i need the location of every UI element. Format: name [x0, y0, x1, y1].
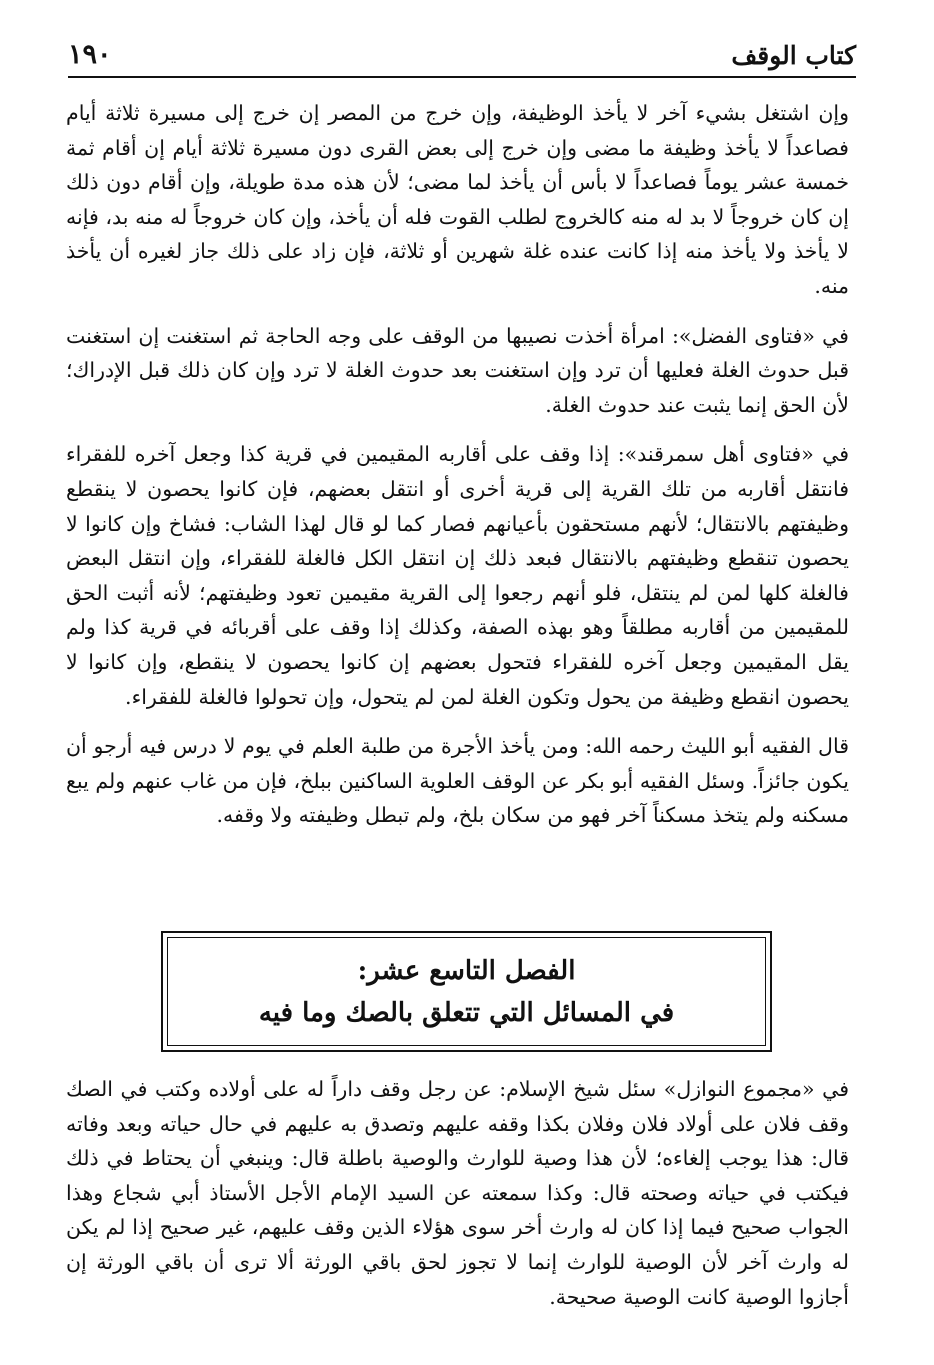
paragraph-5: في «مجموع النوازل» سئل شيخ الإسلام: عن رجل وقف داراً له على أولاده وكتب في الصك وقف فلان على أولاد فلان وفلان بكذا وقفه عليهم وتصدق به عليهم في حال حياته وبعد وفاته قال: هذا يوجب إلغاءه؛ لأن هذا وصية للوارث والوصية باطلة قال: وينبغي أن يحتاط في ذلك فيكتب في حياته وصحته قال: وكذا سمعته عن السيد الإمام الأجل الأستاذ أبي شجاع وهذا الجواب صحيح فيما إذا كان له وارث أخر سوى هؤلاء الذين وقف عليهم، غير صحيح إذا لم يكن له وارث آخر لأن الوصية للوارث إنما لا تجوز لحق باقي الورثة ألا ترى أن باقي الورثة إن أجازوا الوصية كانت الوصية صحيحة.: [66, 1077, 849, 1309]
running-title: كتاب الوقف: [731, 41, 856, 70]
section-text: [66, 1072, 849, 1329]
section-heading-frame: [161, 931, 772, 1052]
section-heading-inner-frame: [167, 937, 766, 1046]
paragraph-4: قال الفقيه أبو الليث رحمه الله: ومن يأخذ الأجرة من طلبة العلم في يوم لا درس فيه أرجو أن يكون جائزاً. وسئل الفقيه أبو بكر عن الوقف العلوية الساكنين ببلخ، فإن من غاب عنهم ولم يبع مسكنه ولم يتخذ مسكناً آخر فهو من سكان بلخ، ولم تبطل وظيفته ولا وقفه.: [66, 734, 849, 828]
main-text: [66, 96, 849, 848]
section-heading-title: في المسائل التي تتعلق بالصك وما فيه: [258, 997, 675, 1028]
paragraph-1: وإن اشتغل بشيء آخر لا يأخذ الوظيفة، وإن خرج من المصر إن خرج إلى مسيرة ثلاثة أيام فصاعداً لا يأخذ وظيفة ما مضى وإن خرج إلى بعض القرى دون مسيرة ثلاثة أيام إن أقام ثمة خمسة عشر يوماً فصاعداً لا بأس أن يأخذ لما مضى؛ لأن هذه مدة طويلة، وإن أقام دون ذلك إن كان خروجاً لا بد له منه كالخروج لطلب القوت فله أن يأخذ، وإن كان خروجاً له منه بد، فإنه لا يأخذ ولا يأخذ منه إذا كانت عنده غلة شهرين أو ثلاثة، فإن زاد على ذلك جاز لغيره أن يأخذ منه.: [66, 101, 849, 298]
paragraph-2: في «فتاوى الفضل»: امرأة أخذت نصيبها من الوقف على وجه الحاجة ثم استغنت إن استغنت قبل حدوث الغلة فعليها أن ترد وإن استغنت بعد حدوث الغلة لا ترد وإن كان ذلك قبل الإدراك؛ لأن الحق إنما يثبت عند حدوث الغلة.: [66, 323, 849, 417]
section-heading-number: الفصل التاسع عشر:: [357, 955, 576, 986]
paragraph-3: في «فتاوى أهل سمرقند»: إذا وقف على أقاربه المقيمين في قرية كذا وجعل آخره للفقراء فانتقل أقاربه من تلك القرية إلى قرية أخرى أو انتقل بعضهم، فإن كانوا يحصون لا ينقطع وظيفتهم بالانتقال؛ لأنهم مستحقون بأعيانهم فصار كما لو قال لهذا الشاب: فشاخ وإن كانوا لا يحصون تنقطع وظيفتهم بالانتقال فبعد ذلك إن انتقل الكل فالغلة للفقراء، وإن انتقل البعض فالغلة كلها لمن لم ينتقل، فلو أنهم رجعوا إلى القرية مقيمين تعود وظيفتهم؛ لأنه أثبت الحق للمقيمين من أقاربه مطلقاً وهو بهذه الصفة، وكذلك إذا وقف على أقربائه في قرية كذا ولم يقل المقيمين وجعل آخره للفقراء فتحول بعضهم إن كانوا يحصون لا ينقطع، وإن كانوا لا يحصون انقطع وظيفة من يحول وتكون الغلة لمن لم يتحول، وإن تحولوا فالغلة للفقراء.: [66, 442, 849, 709]
page-header: [68, 30, 856, 78]
page-number: ١٩٠: [68, 39, 112, 70]
